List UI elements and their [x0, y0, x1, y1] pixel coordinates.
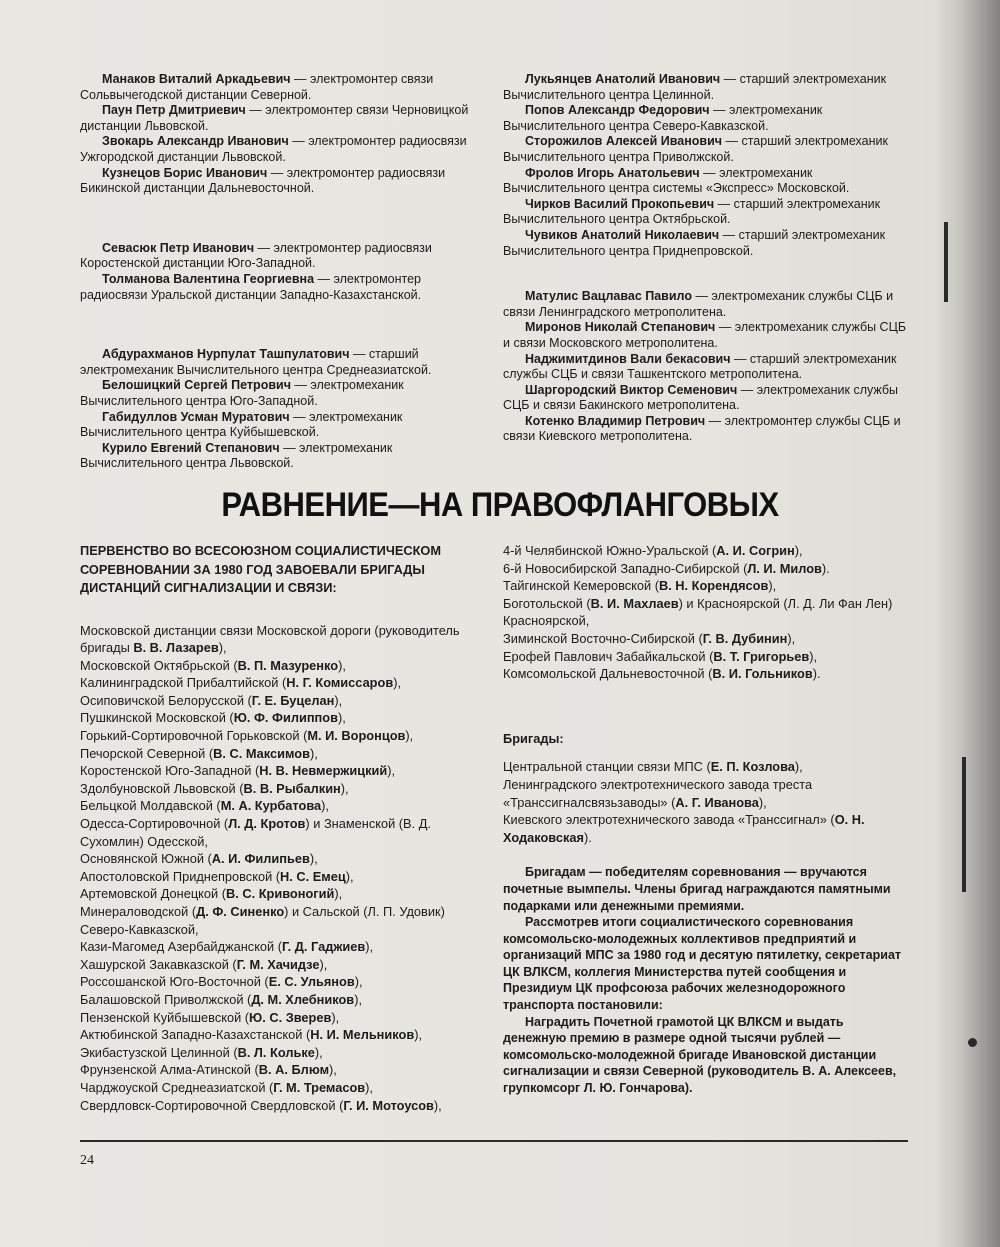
person-name: Наджимитдинов Вали бекасович	[525, 351, 731, 366]
closing-paragraph: Наградить Почетной грамотой ЦК ВЛКСМ и выдать денежную премию в размере одной тысячи рублей — комсомольско-молодежной бригаде Ивановской дистанции сигнализации и связи Северной (руководитель В. А. Алексеев, групкомсорг Л. Ю. Гончарова).	[503, 1014, 897, 1096]
brigade-item	[80, 727, 485, 745]
brigade-leader: М. И. Воронцов	[307, 728, 406, 744]
brigade-place: Пушкинской Московской (	[80, 710, 234, 726]
brigade-item	[503, 776, 908, 811]
brigade-place: Актюбинской Западно-Казахстанской (	[80, 1027, 311, 1043]
brigade-leader: Н. И. Мельников	[310, 1027, 415, 1043]
brigade-place: Калининградской Прибалтийской (	[80, 675, 287, 691]
person-description: — старший электромеханик Вычислительного центра Целинной.	[503, 72, 887, 102]
person-entry	[80, 134, 485, 165]
brigade-tail: ),	[331, 1009, 340, 1025]
brigade-tail: ),	[340, 780, 349, 796]
brigade-leader: Н. В. Невмержицкий	[259, 763, 388, 779]
person-entry	[503, 289, 908, 320]
brigade-place: Комсомольской Дальневосточной (	[503, 666, 713, 682]
entries-top-left	[80, 72, 485, 197]
person-entry	[80, 378, 485, 409]
brigade-tail: ),	[794, 759, 803, 775]
brigade-leader: Е. С. Ульянов	[268, 974, 355, 990]
brigade-leader: Ю. С. Зверев	[249, 1009, 332, 1025]
brigade-leader: В. В. Лазарев	[133, 640, 219, 656]
brigade-tail: ).	[812, 666, 821, 682]
person-name: Курило Евгений Степанович	[102, 440, 280, 455]
brigade-place: Экибастузской Целинной (	[80, 1044, 238, 1060]
person-description: — старший электромеханик Вычислительного центра Приднепровской.	[503, 227, 886, 258]
brigade-leader: В. В. Рыбалкин	[243, 780, 341, 796]
brigade-place: Осиповичской Белорусской (	[80, 692, 252, 708]
brigade-place: Одесса-Сортировочной (	[80, 816, 229, 832]
entries-low-left	[80, 347, 485, 472]
brigade-tail: ),	[334, 692, 343, 708]
brigade-tail: ),	[354, 974, 363, 990]
page-edge-shadow	[934, 0, 1000, 1247]
brigade-item	[80, 780, 485, 798]
entries-low-right	[503, 289, 908, 445]
brigade-item	[503, 560, 908, 578]
brigade-place: Киевского электротехнического завода «Транссигнал» (	[503, 812, 835, 828]
brigade-tail: ),	[218, 640, 227, 656]
person-description: — электромеханик службы СЦБ и связи Бакинского метрополитена.	[503, 382, 899, 413]
person-name: Сторожилов Алексей Иванович	[525, 134, 723, 149]
brigade-leader: Г. Е. Буцелан	[251, 692, 335, 708]
brigade-place: Балашовской Приволжской (	[80, 991, 252, 1007]
person-description: — электромонтер радиосвязи Бикинской дистанции Дальневосточной.	[80, 165, 446, 196]
brigades-label: Бригады:	[503, 730, 564, 746]
person-entry	[503, 228, 908, 259]
person-name: Чувиков Анатолий Николаевич	[525, 227, 720, 242]
brigade-item	[503, 648, 908, 666]
brigade-tail: ) и Сальской (Л. П. Удовик) Северо-Кавказской,	[80, 904, 445, 937]
closing-paragraph: Рассмотрев итоги социалистического соревнования комсомольско-молодежных коллективов предприятий и организаций МПС за 1980 год и десятую пятилетку, секретариат ЦК ВЛКСМ, коллегия Министерства путей сообщения и Президиум ЦК профсоюза рабочих железнодорожного транспорта постановили:	[503, 915, 902, 1013]
brigade-item	[80, 709, 485, 727]
person-name: Миронов Николай Степанович	[525, 320, 716, 335]
brigade-leader: В. Л. Кольке	[237, 1044, 315, 1060]
person-name: Фролов Игорь Анатольевич	[525, 165, 700, 180]
brigade-place: Хашурской Закавказской (	[80, 956, 237, 972]
person-entry	[503, 166, 908, 197]
brigade-leader: Н. Г. Комиссаров	[286, 675, 394, 691]
brigade-tail: ),	[405, 728, 414, 744]
brigade-tail: ),	[321, 798, 329, 814]
brigade-item	[503, 811, 908, 846]
brigade-leader: Н. С. Емец	[280, 868, 346, 884]
person-description: — электромеханик Вычислительного центра Львовской.	[80, 440, 393, 471]
brigade-tail: ),	[393, 675, 402, 691]
brigade-leader: Ю. Ф. Филиппов	[233, 710, 338, 726]
brigade-item	[80, 973, 485, 991]
person-entry	[80, 272, 485, 303]
person-description: — электромеханик Вычислительного центра Северо-Кавказской.	[503, 103, 823, 133]
brigade-leader: Л. Д. Кротов	[228, 816, 306, 832]
brigade-item	[80, 903, 485, 938]
brigade-tail: ),	[337, 710, 346, 726]
brigade-tail: ),	[310, 745, 318, 761]
person-entry	[80, 441, 485, 472]
brigade-tail: ),	[354, 991, 363, 1007]
person-description: — электромеханик Вычислительного центра Куйбышевской.	[80, 409, 403, 440]
brigade-tail: ),	[334, 886, 343, 902]
brigade-leader: В. Н. Корендясов	[658, 578, 769, 594]
bottom-rule	[80, 1140, 908, 1142]
brigade-item	[503, 595, 908, 630]
brigade-item	[80, 797, 485, 815]
person-name: Паун Петр Дмитриевич	[102, 103, 246, 118]
closing-paragraph: Бригадам — победителям соревнования — вручаются почетные вымпелы. Члены бригад награждаются памятными подарками или денежными премиями.	[503, 865, 891, 913]
scan-mark	[944, 222, 948, 302]
brigade-place: Артемовской Донецкой (	[80, 886, 227, 902]
brigade-item	[503, 542, 908, 560]
person-name: Кузнецов Борис Иванович	[102, 165, 268, 180]
person-entry	[80, 347, 485, 378]
person-name: Звокарь Александр Иванович	[102, 134, 289, 149]
brigade-place: Россошанской Юго-Восточной (	[80, 974, 269, 990]
person-name: Шаргородский Виктор Семенович	[525, 382, 738, 397]
headline: РАВНЕНИЕ—НА ПРАВОФЛАНГОВЫХ	[221, 484, 779, 525]
person-entry	[503, 103, 908, 134]
brigade-leader: М. А. Курбатова	[220, 798, 322, 814]
brigade-tail: ).	[583, 829, 592, 845]
person-entry	[503, 197, 908, 228]
brigade-item	[80, 956, 485, 974]
brigade-tail: ),	[387, 763, 396, 779]
brigade-item	[80, 991, 485, 1009]
scan-mark	[968, 1038, 977, 1047]
brigade-tail: ),	[794, 543, 803, 558]
person-name: Севасюк Петр Иванович	[102, 240, 255, 255]
person-name: Толманова Валентина Георгиевна	[102, 271, 315, 286]
brigade-place: Ерофей Павлович Забайкальской (	[503, 648, 714, 664]
brigade-item	[80, 885, 485, 903]
brigades-list-right	[503, 542, 908, 683]
brigade-place: Боготольской (	[503, 595, 591, 611]
brigade-leader: Г. М. Тремасов	[273, 1079, 366, 1095]
brigade-item	[80, 1009, 485, 1027]
person-entry	[503, 352, 908, 383]
brigade-leader: Д. М. Хлебников	[251, 991, 355, 1007]
person-description: — электромонтер радиосвязи Коростенской дистанции Юго-Западной.	[80, 240, 432, 271]
brigade-item	[80, 745, 485, 763]
brigade-tail: ),	[433, 1097, 442, 1113]
brigade-tail: ),	[768, 578, 777, 594]
brigade-item	[80, 815, 485, 850]
brigade-item	[80, 762, 485, 780]
brigade-leader: В. П. Мазуренко	[237, 657, 339, 673]
brigade-place: Коростенской Юго-Западной (	[80, 763, 260, 779]
brigade-place: Пензенской Куйбышевской (	[80, 1009, 250, 1025]
brigade-place: Бельцкой Молдавской (	[80, 798, 221, 814]
brigade-leader: А. Г. Иванова	[675, 794, 759, 810]
brigade-place: 6-й Новосибирской Западно-Сибирской (	[503, 560, 748, 576]
brigade-tail: ) и Знаменской (В. Д. Сухомлин) Одесской,	[80, 816, 431, 849]
person-description: — электромеханик Вычислительного центра Юго-Западной.	[80, 378, 404, 408]
brigade-place: Свердловск-Сортировочной Свердловской (	[80, 1097, 344, 1113]
brigade-tail: ),	[365, 939, 374, 955]
brigade-leader: Л. И. Милов	[747, 560, 822, 576]
person-description: — электромеханик службы СЦБ и связи Ленинградского метрополитена.	[503, 289, 894, 319]
brigade-leader: Е. П. Козлова	[710, 759, 795, 775]
person-entry	[80, 72, 485, 103]
brigade-leader: В. А. Блюм	[258, 1062, 330, 1078]
brigade-item	[80, 692, 485, 710]
brigade-leader: Г. И. Мотоусов	[343, 1097, 434, 1113]
brigade-leader: Г. Д. Гаджиев	[282, 939, 366, 955]
person-description: — электромеханик службы СЦБ и связи Московского метрополитена.	[503, 320, 907, 350]
brigade-leader: О. Н. Ходаковская	[503, 812, 865, 845]
brigade-place: Минераловодской (	[80, 904, 197, 919]
brigade-place: Ленинградского электротехнического завода треста «Транссигналсвязьзаводы» (	[503, 776, 813, 810]
person-description: — старший электромеханик Вычислительного центра Среднеазиатской.	[80, 347, 432, 377]
person-name: Манаков Виталий Аркадьевич	[102, 72, 291, 86]
brigade-leader: Г. М. Хачидзе	[236, 956, 320, 972]
person-description: — электромонтер службы СЦБ и связи Киевского метрополитена.	[503, 413, 901, 444]
brigade-place: Центральной станции связи МПС (	[503, 759, 711, 775]
brigade-tail: ),	[787, 630, 796, 646]
brigade-place: 4-й Челябинской Южно-Уральской (	[503, 543, 717, 558]
brigade-leader: В. С. Максимов	[213, 745, 310, 761]
person-entry	[80, 103, 485, 134]
brigade-place: Чарджоуской Среднеазиатской (	[80, 1079, 274, 1095]
brigade-place: Основянской Южной (	[80, 851, 212, 867]
brigade-place: Кази-Магомед Азербайджанской (	[80, 939, 283, 955]
brigade-place: Здолбуновской Львовской (	[80, 780, 244, 796]
brigade-leader: В. С. Кривоногий	[226, 886, 335, 902]
brigade-place: Московской Октябрьской (	[80, 657, 238, 673]
person-name: Белошицкий Сергей Петрович	[102, 378, 291, 393]
page-number: 24	[80, 1153, 94, 1168]
brigade-tail: ),	[329, 1062, 337, 1078]
brigade-item	[503, 758, 908, 776]
person-entry	[503, 414, 908, 445]
person-description: — электромонтер связи Черновицкой дистанции Львовской.	[80, 103, 469, 133]
right-column-bottom	[503, 542, 908, 1097]
brigade-place: Тайгинской Кемеровской (	[503, 578, 659, 594]
brigade-item	[80, 674, 485, 692]
brigade-tail: ) и Красноярской (Л. Д. Ли Фан Лен) Красноярской,	[503, 595, 893, 629]
brigade-item	[80, 938, 485, 956]
brigade-item	[503, 630, 908, 648]
brigade-leader: Г. В. Дубинин	[702, 630, 788, 646]
brigade-leader: А. И. Филипьев	[211, 851, 310, 867]
brigade-leader: В. И. Гольников	[712, 666, 813, 682]
brigade-leader: Д. Ф. Синенко	[196, 904, 285, 919]
person-entry	[80, 410, 485, 441]
closing-paragraphs	[503, 864, 908, 1096]
person-description: — старший электромеханик Вычислительного центра Октябрьской.	[503, 196, 881, 227]
brigade-item	[80, 1061, 485, 1079]
brigade-tail: ),	[319, 956, 328, 972]
brigade-leader: А. И. Согрин	[716, 543, 795, 558]
person-name: Чирков Василий Прокопьевич	[525, 196, 715, 211]
right-column-top	[503, 72, 908, 445]
lead-text: ПЕРВЕНСТВО ВО ВСЕСОЮЗНОМ СОЦИАЛИСТИЧЕСКОМ СОРЕВНОВАНИИ ЗА 1980 ГОД ЗАВОЕВАЛИ БРИГАДЫ ДИСТАНЦИЙ СИГНАЛИЗАЦИИ И СВЯЗИ:	[80, 543, 442, 595]
brigade-item	[80, 868, 485, 886]
brigade-tail: ),	[809, 648, 818, 664]
left-column-top	[80, 72, 485, 472]
brigade-tail: ),	[414, 1027, 423, 1043]
person-description: — электромеханик Вычислительного центра системы «Экспресс» Московской.	[503, 165, 850, 196]
person-name: Котенко Владимир Петрович	[525, 413, 706, 428]
scan-mark	[962, 757, 966, 892]
person-entry	[503, 320, 908, 351]
brigade-tail: ),	[758, 794, 767, 810]
person-description: — электромонтер радиосвязи Ужгородской дистанции Львовской.	[80, 134, 467, 164]
brigade-item	[80, 1044, 485, 1062]
person-name: Абдурахманов Нурпулат Ташпулатович	[102, 347, 350, 362]
brigade-place: Московской дистанции связи Московской дороги (руководитель бригады	[80, 622, 460, 656]
brigade-tail: ),	[338, 657, 346, 673]
entries-top-right	[503, 72, 908, 259]
person-entry	[80, 166, 485, 197]
person-name: Попов Александр Федорович	[525, 103, 710, 118]
person-name: Габидуллов Усман Муратович	[102, 409, 290, 424]
brigade-item	[80, 657, 485, 675]
brigade-place: Апостоловской Приднепровской (	[80, 868, 281, 884]
brigade-place: Зиминской Восточно-Сибирской (	[503, 630, 703, 646]
person-description: — старший электромеханик службы СЦБ и связи Ташкентского метрополитена.	[503, 351, 897, 382]
person-entry	[503, 134, 908, 165]
brigade-leader: В. Т. Григорьев	[713, 648, 810, 664]
brigade-tail: ),	[309, 851, 318, 867]
person-entry	[503, 72, 908, 103]
person-entry	[80, 241, 485, 272]
brigade-item	[503, 577, 908, 595]
person-description: — старший электромеханик Вычислительного центра Приволжской.	[503, 134, 888, 164]
brigade-item	[80, 1026, 485, 1044]
brigade-item	[80, 1097, 485, 1115]
person-entry	[503, 383, 908, 414]
person-description: — электромонтер радиосвязи Уральской дистанции Западно-Казахстанской.	[80, 271, 422, 302]
brigade-tail: ).	[821, 560, 830, 576]
brigade-tail: ),	[345, 868, 354, 884]
brigade-place: Горький-Сортировочной Горьковской (	[80, 728, 308, 744]
brigade-place: Фрунзенской Алма-Атинской (	[80, 1062, 259, 1078]
brigades-list-left	[80, 622, 485, 1115]
brigade-place: Печорской Северной (	[80, 745, 214, 761]
brigade-leader: В. И. Махлаев	[590, 595, 679, 611]
brigades-list-other	[503, 758, 908, 846]
brigade-item	[503, 665, 908, 683]
brigade-tail: ),	[314, 1044, 323, 1060]
brigade-item	[80, 850, 485, 868]
person-name: Лукьянцев Анатолий Иванович	[525, 72, 721, 86]
person-name: Матулис Вацлавас Павило	[525, 289, 692, 304]
person-description: — электромонтер связи Сольвычегодской дистанции Северной.	[80, 72, 434, 102]
brigade-tail: ),	[365, 1079, 373, 1095]
brigade-item	[80, 1079, 485, 1097]
left-column-bottom	[80, 542, 485, 1114]
entries-mid-left	[80, 241, 485, 303]
brigade-item	[80, 622, 485, 657]
